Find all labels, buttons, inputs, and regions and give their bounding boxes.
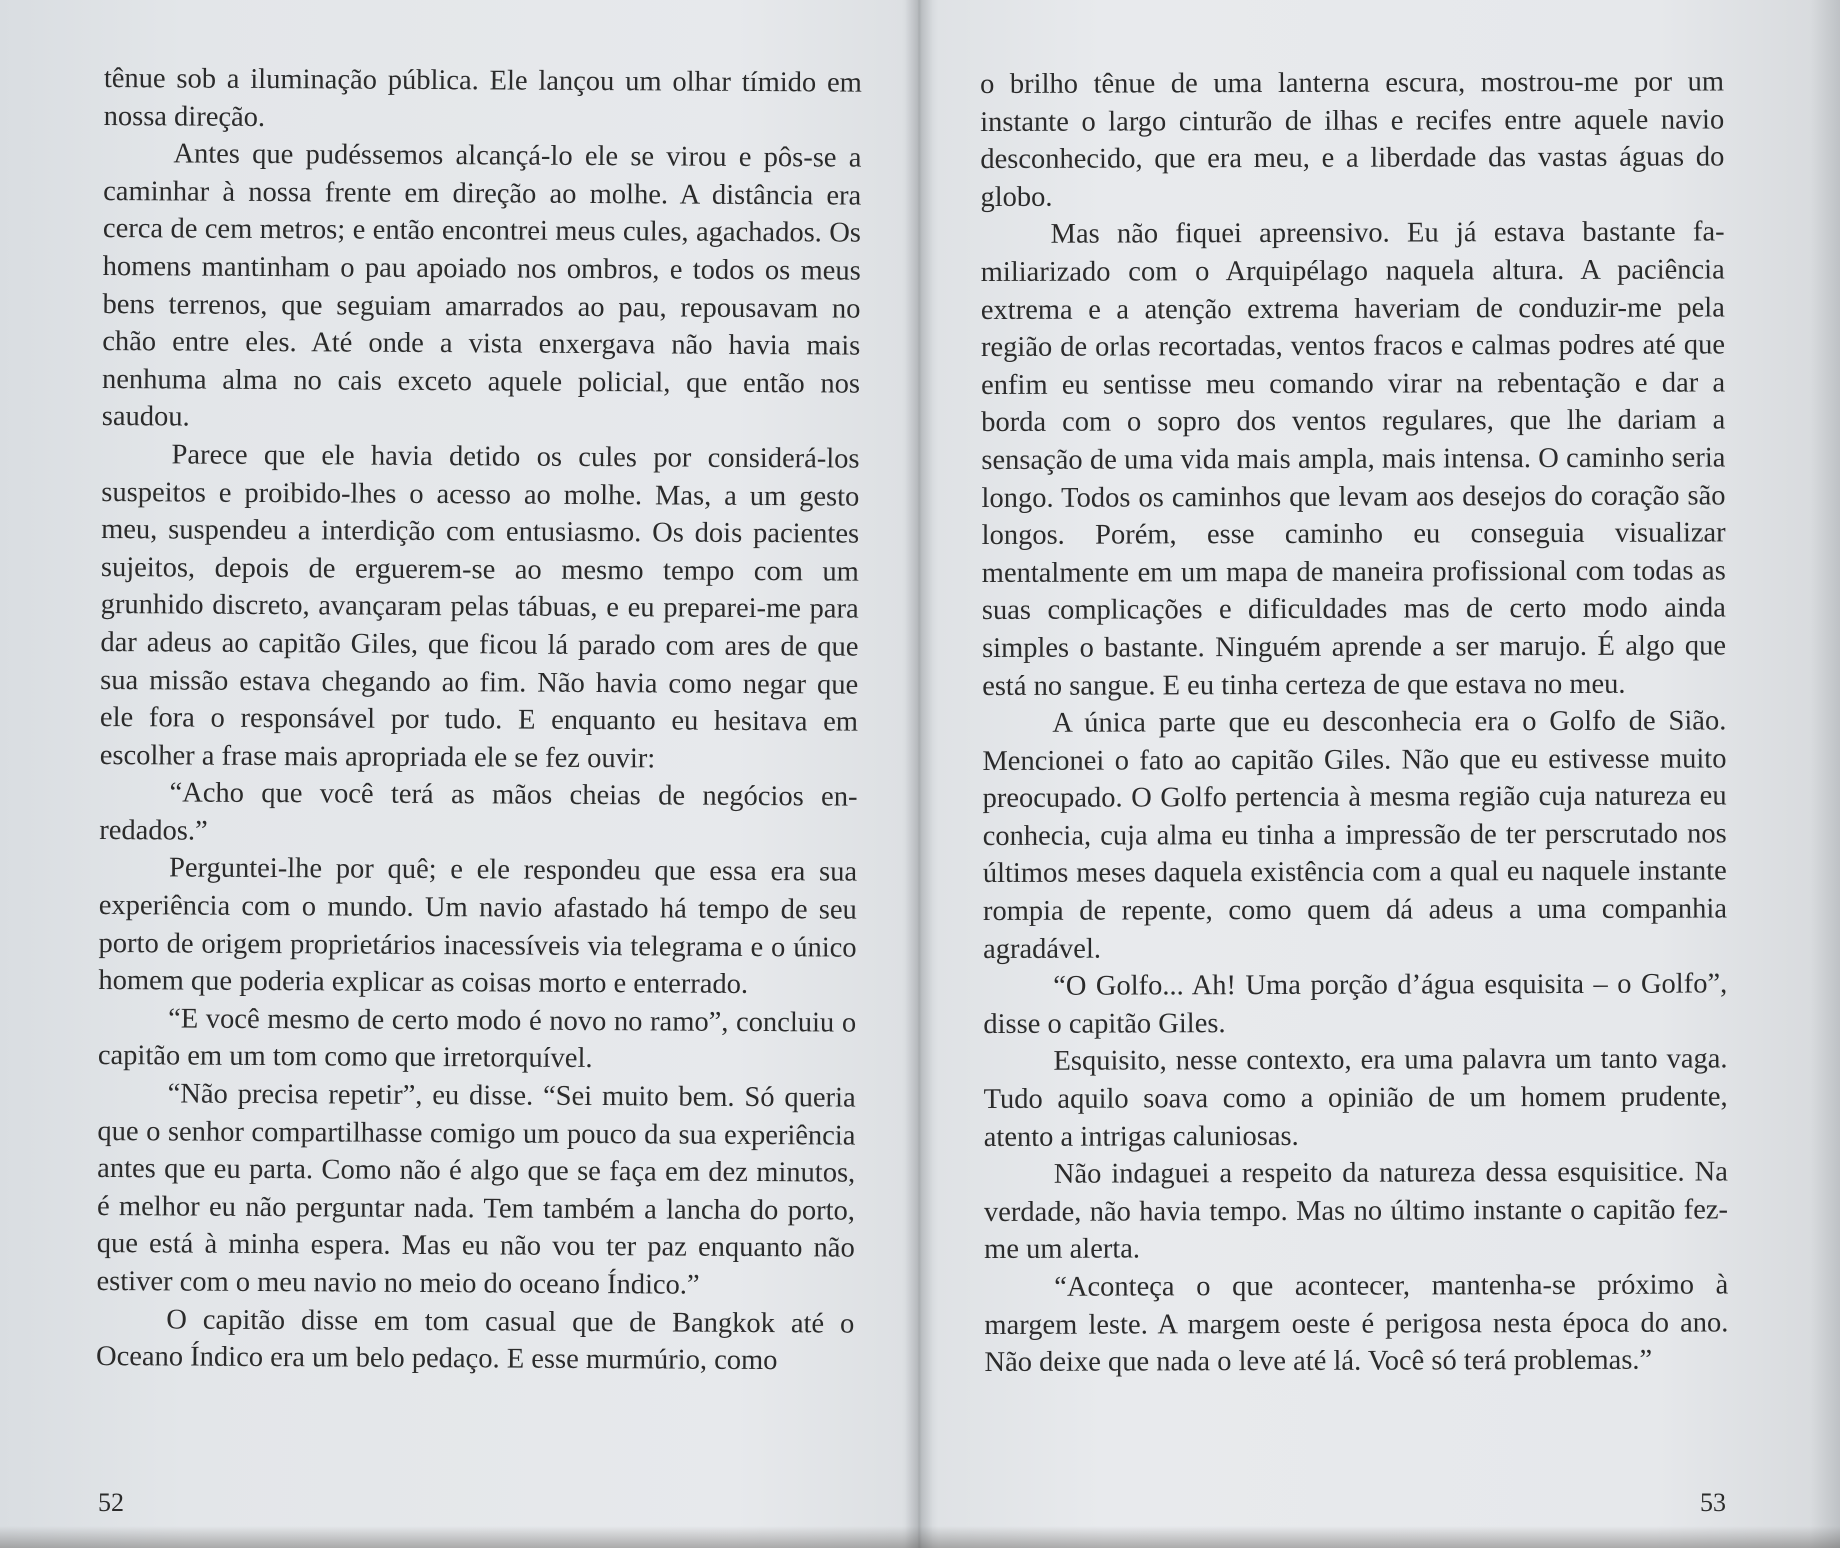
paragraph: Antes que pudéssemos alcançá-lo ele se virou e pôs-se a caminhar à nossa frente em direção ao molhe. A distância era cerca de cem metros; e então encontrei meus cules, agachados. Os homens mantinham o pau apoiado nos ombros, e todos os meus bens terrenos, que seguiam amarrados ao pau, repousavam no chão entre eles. Até onde a vista enxergava não havia mais nenhuma alma no cais exceto aquele policial, que então nos saudou. <box>101 138 862 433</box>
book-bottom-edge <box>0 1526 1840 1548</box>
left-page-number: 52 <box>98 1488 124 1517</box>
paragraph: Mas não fiquei apreensivo. Eu já estava bastante familiarizado com o Arquipélago naquela altura. A paciência extrema e a atenção extrema haveriam de conduzir-me pela região de orlas recortadas, ventos fracos e calmas podres até que enfim eu sentisse meu comando virar na rebentação e dar a borda com o sopro dos ventos regulares, que lhe dariam a sensação de uma vida mais ampla, mais intensa. O caminho seria longo. Todos os caminhos que levam aos desejos do coração são longos. Porém, esse caminho eu conseguia visualizar mentalmente em um mapa de maneira profissional com todas as suas complicações e dificuldades mas de certo modo ainda simples o bastante. Ninguém aprende a ser marujo. É algo que está no sangue. E eu tinha certeza de que estava no meu. <box>980 216 1727 702</box>
paragraph: “E você mesmo de certo modo é novo no ramo”, concluiu o capitão em um tom como que irretorquível. <box>97 1003 857 1075</box>
paragraph: “Não precisa repetir”, eu disse. “Sei muito bem. Só queria que o senhor compartilhasse comigo um pouco da sua experiência antes que eu parta. Como não é algo que se faça em dez minutos, é melhor eu não perguntar nada. Tem também a lancha do porto, que está à minha espera. Mas eu não vou ter paz enquanto não estiver com o meu navio no meio do oceano Índico.” <box>96 1078 856 1301</box>
paragraph: “Acho que você terá as mãos cheias de negócios enredados.” <box>99 777 858 847</box>
paragraph: tênue sob a iluminação pública. Ele lançou um olhar tímido em nossa direção. <box>103 62 862 133</box>
paragraph: Esquisito, nesse contexto, era uma palavra um tanto vaga. Tudo aquilo soava como a opinião de um homem prudente, atento a intrigas caluniosas. <box>983 1043 1728 1153</box>
paragraph: Parece que ele havia detido os cules por considerá-los suspeitos e proibido-lhes o acesso ao molhe. Mas, a um gesto meu, suspendeu a interdição com entusiasmo. Os dois pacientes sujeitos, depois de erguerem-se ao mesmo tempo com um grunhido discreto, avançaram pelas tábuas, e eu preparei-me para dar adeus ao capitão Giles, que ficou lá parado com ares de que sua missão estava chegando ao fim. Não havia como negar que ele fora o responsável por tudo. E enquanto eu hesitava em escolher a frase mais apropriada ele se fez ouvir: <box>99 439 860 775</box>
paragraph: O capitão disse em tom casual que de Bangkok até o Oceano Índico era um belo pedaço. E esse murmúrio, como <box>95 1303 855 1377</box>
paragraph: “O Golfo... Ah! Uma porção d’água esquisita – o Golfo”, disse o capitão Giles. <box>983 968 1728 1040</box>
right-page-number: 53 <box>1700 1488 1726 1517</box>
right-page-text <box>980 63 1729 1381</box>
book-gutter <box>905 0 933 1548</box>
left-page-text <box>96 60 862 1380</box>
page-edge-shadow <box>1810 0 1840 1548</box>
paragraph: Não indaguei a respeito da natureza dessa esquisitice. Na verdade, não havia tempo. Mas no último instante o capitão fez-me um alerta. <box>983 1156 1729 1266</box>
paragraph: Perguntei-lhe por quê; e ele respondeu que essa era sua experiência com o mundo. Um navio afastado há tempo de seu porto de origem proprietários inacessíveis via telegrama e o único homem que poderia explicar as coisas morto e enterrado. <box>98 852 858 1001</box>
paragraph: “Aconteça o que acontecer, mantenha-se próximo à margem leste. A margem oeste é perigosa nesta época do ano. Não deixe que nada o leve até lá. Você só terá problemas.” <box>984 1269 1729 1379</box>
paragraph: o brilho tênue de uma lanterna escura, mostrou-me por um instante o largo cinturão de ilhas e recifes entre aquele navio desconhecido, que era meu, e a liberdade das vastas águas do globo. <box>980 66 1725 213</box>
paragraph: A única parte que eu desconhecia era o Golfo de Sião. Mencionei o fato ao capitão Giles. Não que eu estivesse muito preocupado. O Golfo pertencia à mesma região cuja natureza eu conhecia, cuja alma eu tinha a impressão de ter perscrutado nos últimos meses daquela existência com a qual eu naquele instante rompia de repente, como quem dá adeus a uma companhia agradável. <box>982 705 1728 965</box>
